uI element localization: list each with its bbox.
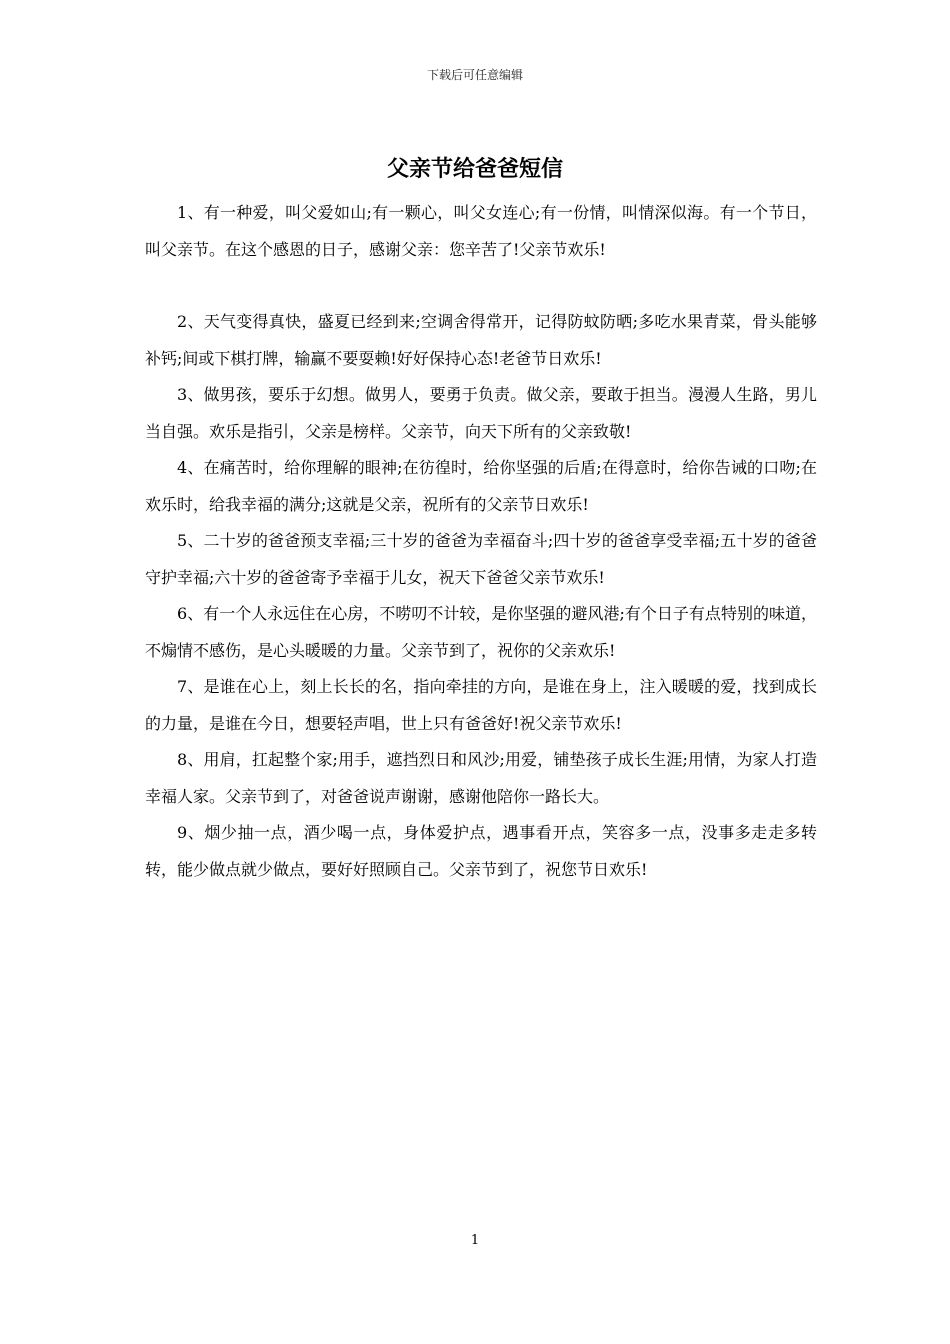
paragraph-3: 3、做男孩，要乐于幻想。做男人，要勇于负责。做父亲，要敢于担当。漫漫人生路，男儿当自强。欢乐是指引，父亲是榜样。父亲节，向天下所有的父亲致敬! <box>145 385 817 441</box>
paragraph-1: 1、有一种爱，叫父爱如山;有一颗心，叫父女连心;有一份情，叫情深似海。有一个节日，叫父亲节。在这个感恩的日子，感谢父亲：您辛苦了!父亲节欢乐! <box>145 203 817 259</box>
paragraph-4: 4、在痛苦时，给你理解的眼神;在彷徨时，给你坚强的后盾;在得意时，给你告诫的口吻;在欢乐时，给我幸福的满分;这就是父亲，祝所有的父亲节日欢乐! <box>145 458 817 514</box>
page-number: 1 <box>470 1233 480 1248</box>
document-title: 父亲节给爸爸短信 <box>386 157 563 182</box>
page-header-note: 下载后可任意编辑 <box>426 68 523 82</box>
paragraph-8: 8、用肩，扛起整个家;用手，遮挡烈日和风沙;用爱，铺垫孩子成长生涯;用情，为家人打造幸福人家。父亲节到了，对爸爸说声谢谢，感谢他陪你一路长大。 <box>145 750 817 806</box>
paragraph-6: 6、有一个人永远住在心房，不唠叨不计较，是你坚强的避风港;有个日子有点特别的味道，不煽情不感伤，是心头暖暖的力量。父亲节到了，祝你的父亲欢乐! <box>145 604 817 660</box>
document-body <box>145 195 817 888</box>
paragraph-9: 9、烟少抽一点，酒少喝一点，身体爱护点，遇事看开点，笑容多一点，没事多走走多转转，能少做点就少做点，要好好照顾自己。父亲节到了，祝您节日欢乐! <box>145 823 817 879</box>
paragraph-7: 7、是谁在心上，刻上长长的名，指向牵挂的方向，是谁在身上，注入暖暖的爱，找到成长的力量，是谁在今日，想要轻声唱，世上只有爸爸好!祝父亲节欢乐! <box>145 677 817 733</box>
paragraph-2: 2、天气变得真快，盛夏已经到来;空调舍得常开，记得防蚊防晒;多吃水果青菜，骨头能够补钙;间或下棋打牌，输赢不要耍赖!好好保持心态!老爸节日欢乐! <box>145 312 817 368</box>
paragraph-5: 5、二十岁的爸爸预支幸福;三十岁的爸爸为幸福奋斗;四十岁的爸爸享受幸福;五十岁的爸爸守护幸福;六十岁的爸爸寄予幸福于儿女，祝天下爸爸父亲节欢乐! <box>145 531 817 587</box>
